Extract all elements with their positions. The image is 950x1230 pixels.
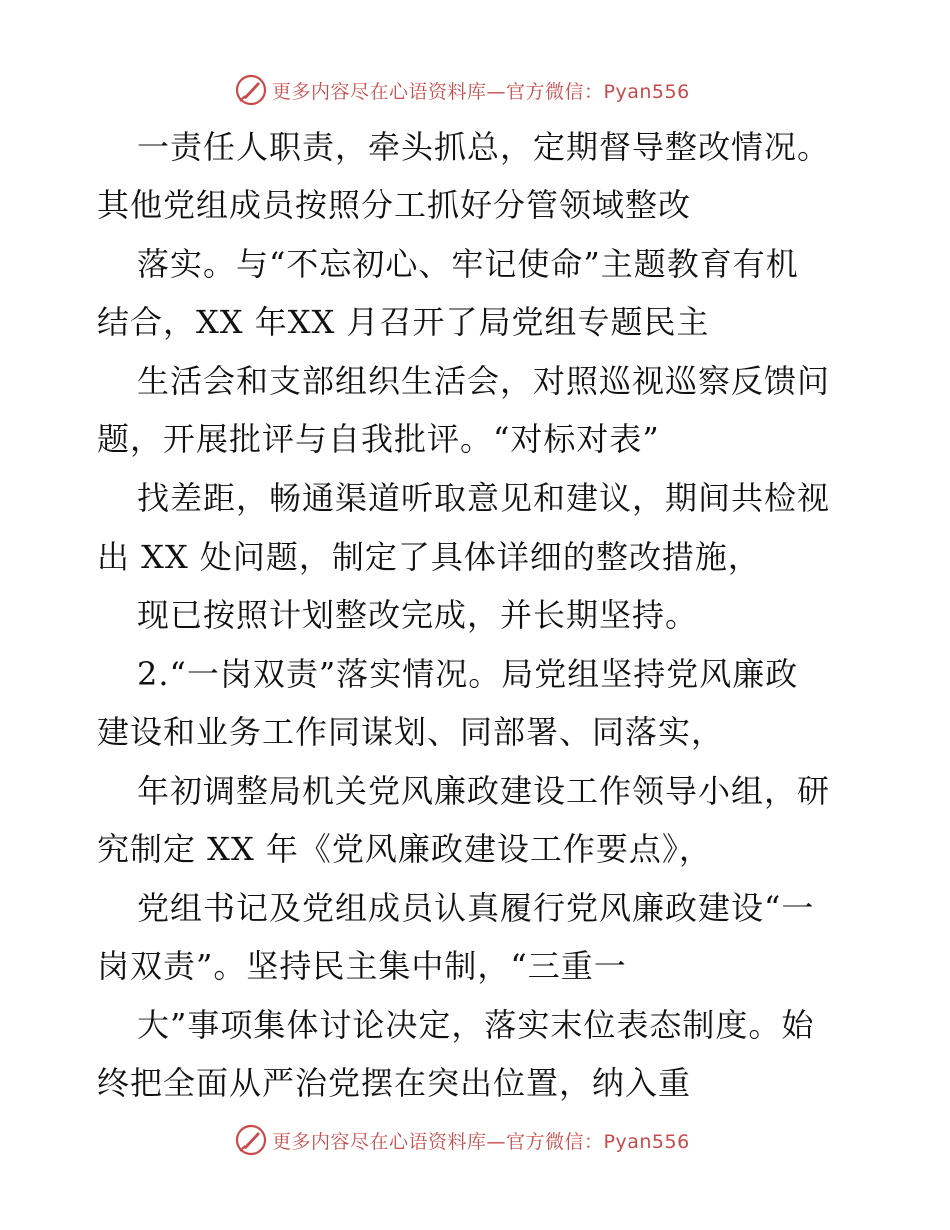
text-line: 题，开展批评与自我批评。“对标对表” xyxy=(97,420,660,458)
text-line: 究制定 XX 年《党风廉政建设工作要点》， xyxy=(97,830,712,868)
text-line: 建设和业务工作同谋划、同部署、同落实， xyxy=(97,713,725,751)
text-line: 其他党组成员按照分工抓好分管领域整改 xyxy=(97,186,692,224)
text-line: 终把全面从严治党摆在突出位置，纳入重 xyxy=(97,1064,692,1102)
text-line: 生活会和支部组织生活会，对照巡视巡察反馈问 xyxy=(137,362,831,400)
text-line: 落实。与“不忘初心、牢记使命”主题教育有机 xyxy=(137,245,799,283)
text-line: 结合，XX 年XX 月召开了局党组专题民主 xyxy=(97,303,710,341)
text-line: 党组书记及党组成员认真履行党风廉政建设“一 xyxy=(137,889,815,927)
text-line: 出 XX 处问题，制定了具体详细的整改措施， xyxy=(97,538,761,576)
banner-message: 更多内容尽在心语资料库—官方微信： xyxy=(272,1130,604,1153)
banner-handle: Pyan556 xyxy=(603,80,690,103)
text-line: 找差距，畅通渠道听取意见和建议，期间共检视 xyxy=(137,479,831,517)
text-line: 大”事项集体讨论决定，落实末位表态制度。始 xyxy=(137,1006,815,1044)
banner-handle: Pyan556 xyxy=(603,1130,690,1153)
text-line: 年初调整局机关党风廉政建设工作领导小组，研 xyxy=(137,772,831,810)
text-line: 一责任人职责，牵头抓总，定期督导整改情况。 xyxy=(137,128,831,166)
quill-logo-icon xyxy=(234,1123,268,1157)
text-line: 岗双责”。坚持民主集中制，“三重一 xyxy=(97,947,627,985)
banner-message: 更多内容尽在心语资料库—官方微信： xyxy=(272,80,604,103)
footer-banner xyxy=(234,1123,690,1157)
text-line: 2.“一岗双责”落实情况。局党组坚持党风廉政 xyxy=(137,655,799,693)
text-line: 现已按照计划整改完成，并长期坚持。 xyxy=(137,596,699,634)
banner-text xyxy=(272,1127,690,1154)
